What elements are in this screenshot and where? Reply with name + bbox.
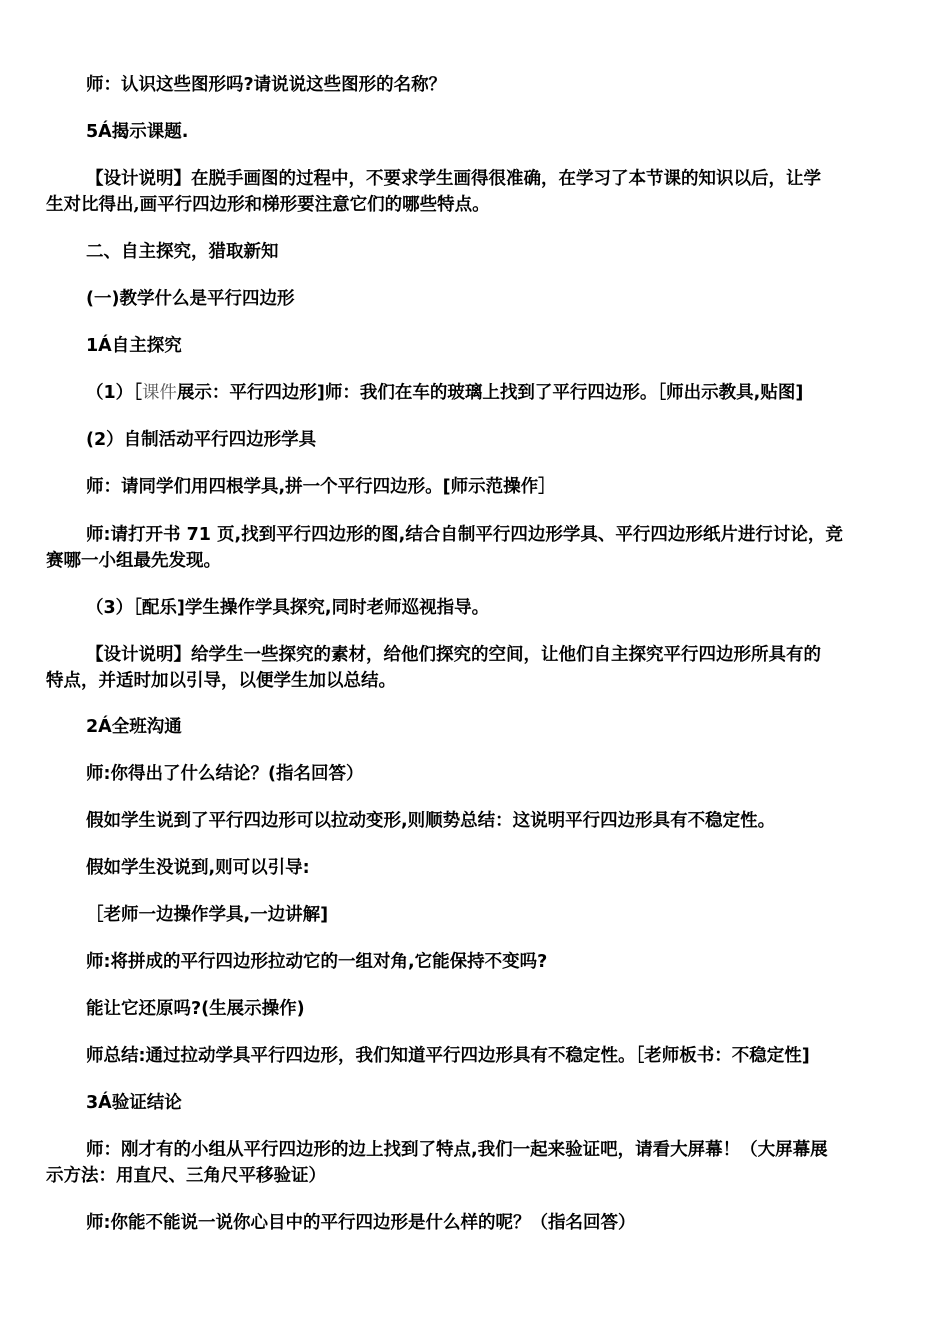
paragraph: 师:你能不能说一说你心目中的平行四边形是什么样的呢？（指名回答） (86, 1213, 636, 1233)
design-note: 【设计说明】在脱手画图的过程中，不要求学生画得很准确，在学习了本节课的知识以后，让学 (86, 169, 821, 189)
paragraph: (2）自制活动平行四边形学具 (86, 430, 317, 450)
text-span: 展示：平行四边形]师：我们在车的玻璃上找到了平行四边形。［师出示教具,贴图] (176, 383, 804, 403)
paragraph-cont: 示方法：用直尺、三角尺平移验证） (46, 1166, 326, 1186)
paragraph: 师：认识这些图形吗?请说说这些图形的名称？ (86, 75, 447, 95)
subsection-heading: (一)教学什么是平行四边形 (86, 289, 295, 309)
step-heading: 1Á自主探究 (86, 336, 182, 356)
design-note: 【设计说明】给学生一些探究的素材，给他们探究的空间，让他们自主探究平行四边形所具有的 (86, 645, 821, 665)
paragraph: （3）［配乐]学生操作学具探究,同时老师巡视指导。 (86, 598, 490, 618)
paragraph-cont: 赛哪一小组最先发现。 (46, 551, 221, 571)
step-heading: 3Á验证结论 (86, 1093, 182, 1113)
paragraph: 师：刚才有的小组从平行四边形的边上找到了特点,我们一起来验证吧，请看大屏幕！（大屏幕展 (86, 1140, 828, 1160)
step-heading: 2Á全班沟通 (86, 717, 182, 737)
text-span: （1）［ (86, 383, 142, 403)
paragraph (86, 382, 803, 404)
paragraph: 师:请打开书 71 页,找到平行四边形的图,结合自制平行四边形学具、平行四边形纸片进行讨论，竞 (86, 525, 843, 545)
paragraph: 师：请同学们用四根学具,拼一个平行四边形。[师示范操作］ (86, 477, 556, 497)
section-heading: 二、自主探究，猎取新知 (86, 242, 279, 262)
paragraph: 师:你得出了什么结论？(指名回答） (86, 764, 364, 784)
design-note-cont: 特点，并适时加以引导，以便学生加以总结。 (46, 671, 396, 691)
design-note-cont: 生对比得出,画平行四边形和梯形要注意它们的哪些特点。 (46, 195, 490, 215)
step-heading: 5Á揭示课题. (86, 122, 189, 142)
paragraph: 假如学生没说到,则可以引导: (86, 858, 310, 878)
paragraph: 能让它还原吗?(生展示操作) (86, 999, 305, 1019)
paragraph: 师:将拼成的平行四边形拉动它的一组对角,它能保持不变吗? (86, 952, 548, 972)
text-span: 课件 (141, 383, 177, 403)
paragraph: ［老师一边操作学具,一边讲解] (86, 905, 329, 925)
paragraph: 师总结:通过拉动学具平行四边形，我们知道平行四边形具有不稳定性。［老师板书：不稳定性] (86, 1046, 810, 1066)
paragraph: 假如学生说到了平行四边形可以拉动变形,则顺势总结：这说明平行四边形具有不稳定性。 (86, 811, 776, 831)
